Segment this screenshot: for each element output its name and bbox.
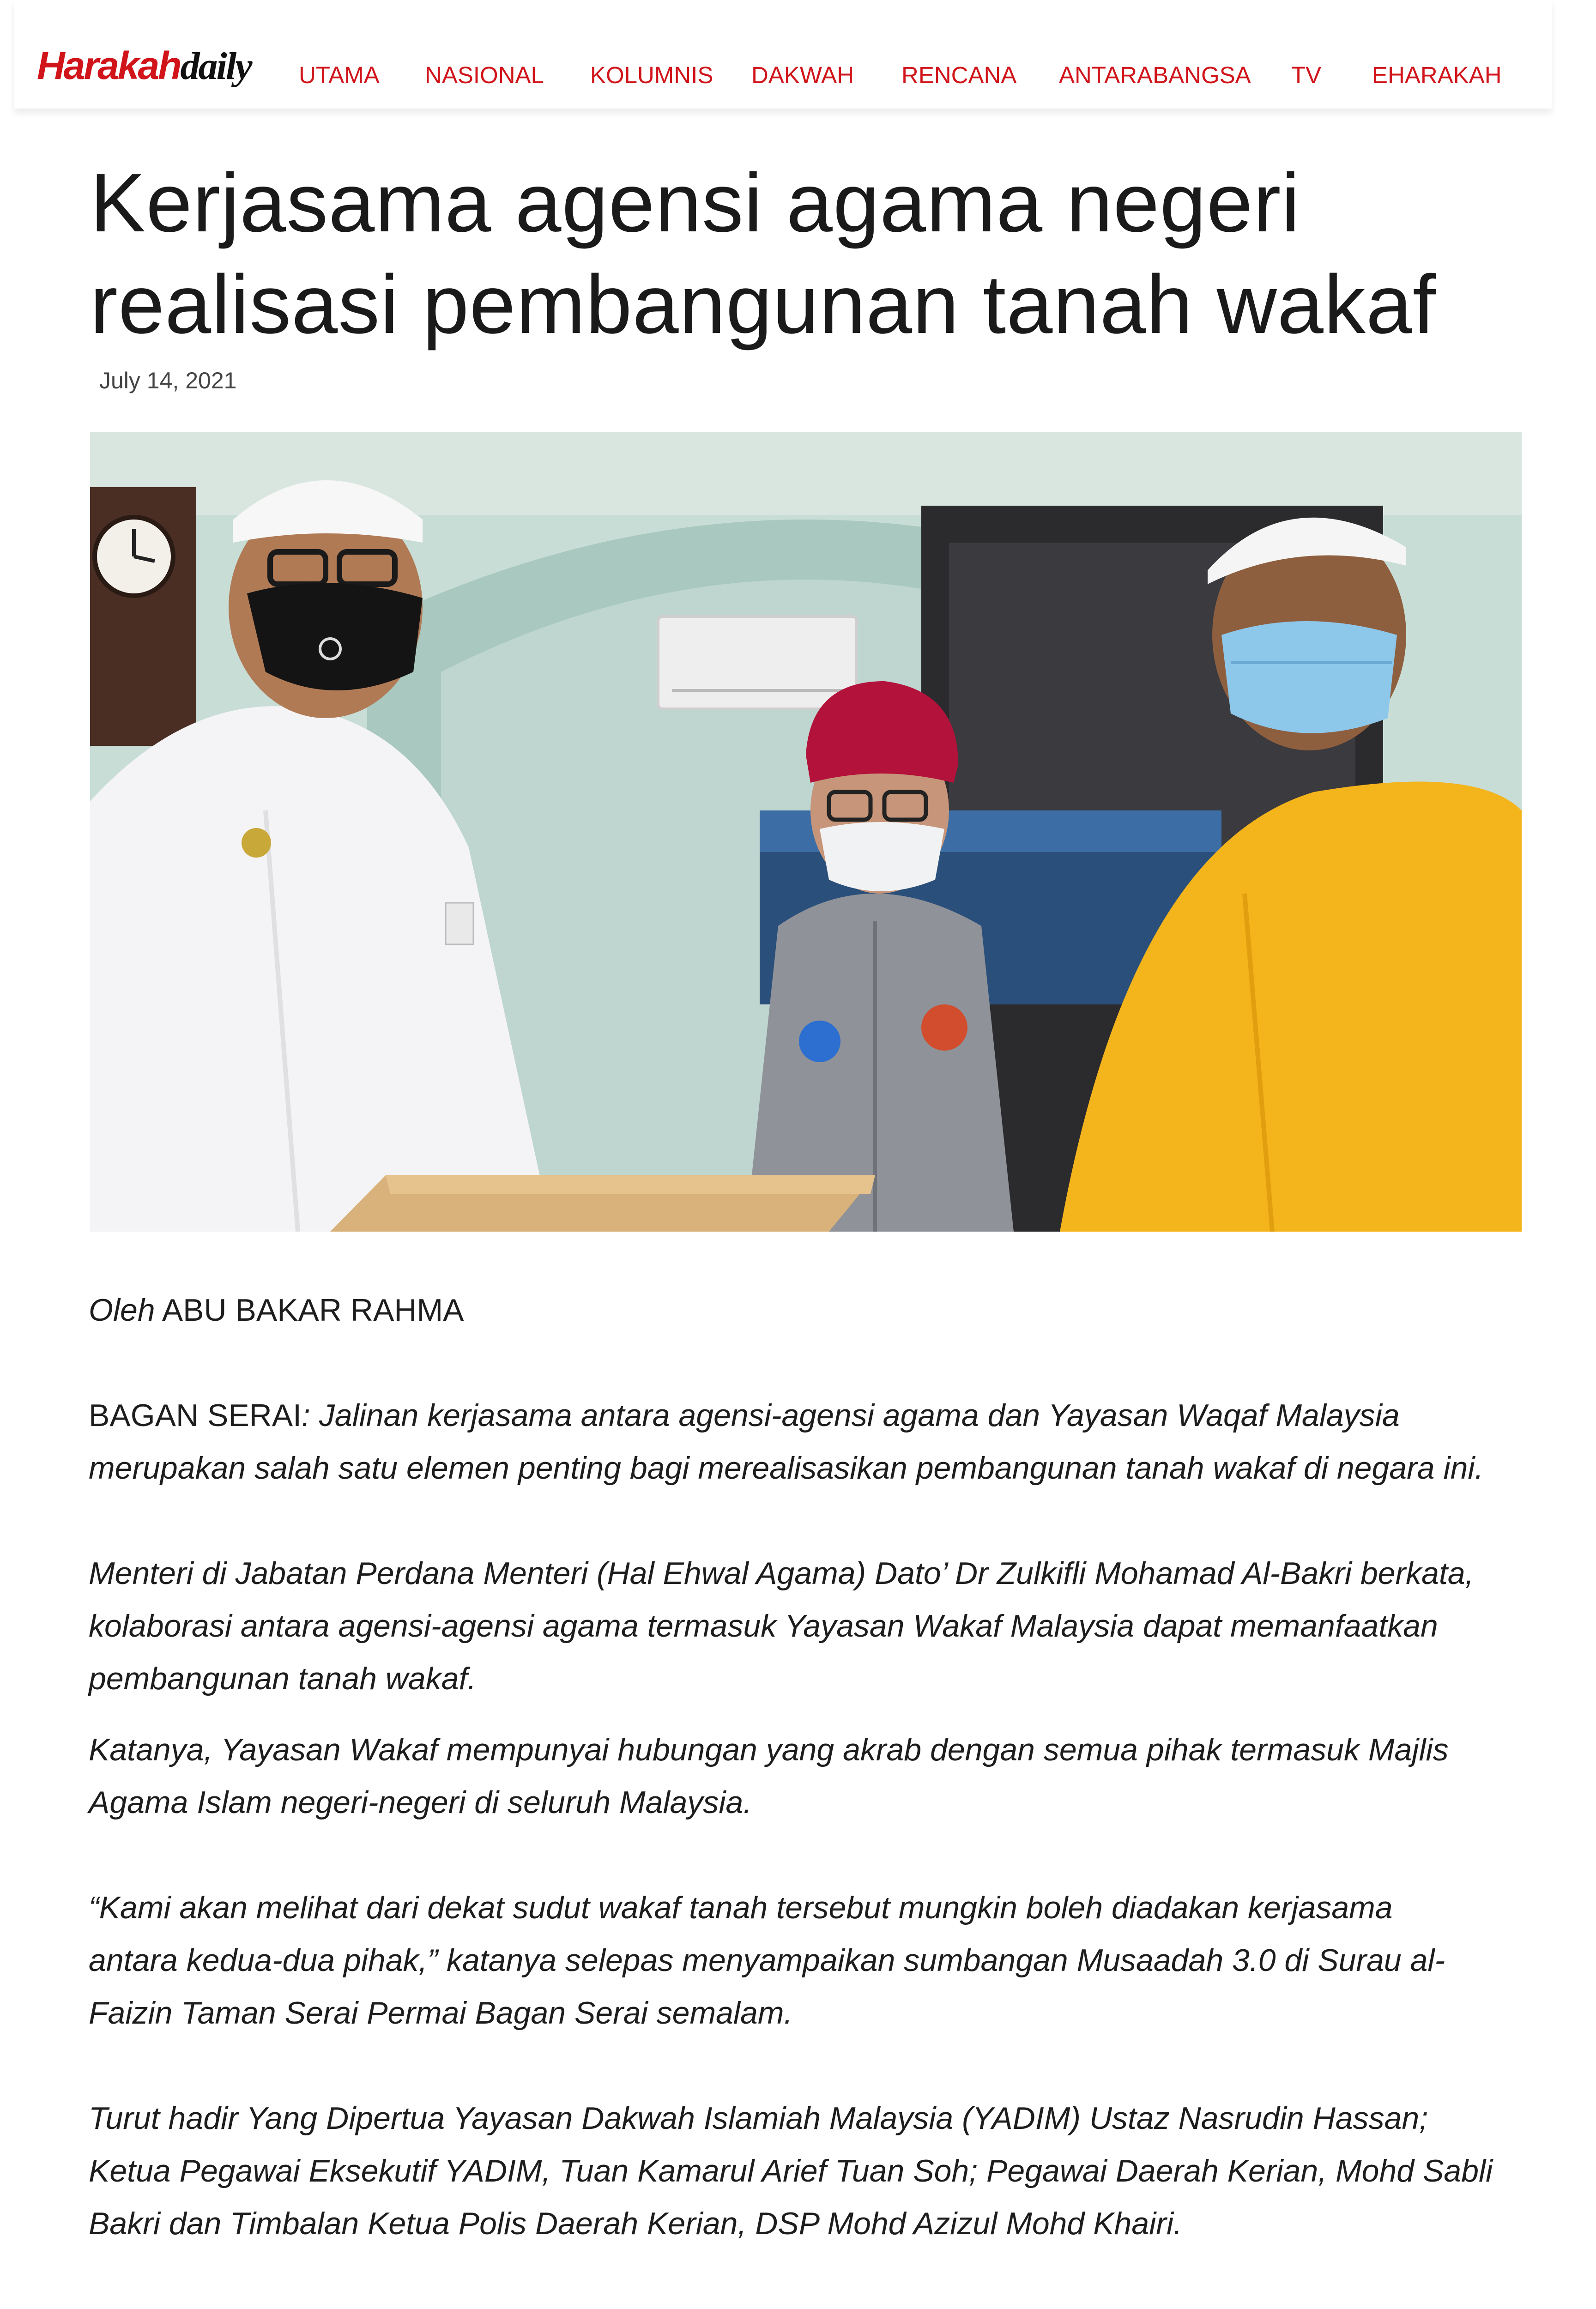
- nav-item-tv[interactable]: TV: [1291, 62, 1322, 88]
- paragraph-line: Katanya, Yayasan Wakaf mempunyai hubungan yang akrab dengan semua pihak termasuk Majlis: [89, 1732, 1449, 1767]
- byline-author: ABU BAKAR RAHMA: [162, 1293, 464, 1328]
- nav-item-rencana[interactable]: RENCANA: [901, 62, 1017, 88]
- paragraph: [89, 1881, 1530, 2039]
- byline-prefix: Oleh: [89, 1293, 155, 1328]
- paragraph: [89, 2092, 1530, 2250]
- lead-location: BAGAN SERAI: [89, 1398, 302, 1433]
- article-title: [90, 152, 1522, 356]
- article-title-line: realisasi pembangunan tanah wakaf: [90, 258, 1436, 351]
- paragraph-line: antara kedua-dua pihak,” katanya selepas menyampaikan sumbangan Musaadah 3.0 di Surau al-: [89, 1943, 1445, 1978]
- nav-item-eharakah[interactable]: EHARAKAH: [1372, 62, 1502, 88]
- nav-item-kolumnis[interactable]: KOLUMNIS: [590, 62, 713, 88]
- article-title-line: Kerjasama agensi agama negeri: [90, 157, 1300, 249]
- site-header: [14, 0, 1552, 109]
- paragraph-line: kolaborasi antara agensi-agensi agama termasuk Yayasan Wakaf Malaysia dapat memanfaatkan: [89, 1608, 1438, 1644]
- paragraph: [89, 2303, 1530, 2309]
- hero-photo-illustration: [90, 432, 1522, 1232]
- logo-wordmark: [37, 42, 251, 90]
- paragraph-line: merupakan salah satu elemen penting bagi merealisasikan pembangunan tanah wakaf di negara ini.: [89, 1451, 1484, 1486]
- paragraph-line: pembangunan tanah wakaf.: [89, 1661, 477, 1696]
- nav-item-nasional[interactable]: NASIONAL: [425, 62, 544, 88]
- paragraph-line: Bakri dan Timbalan Ketua Polis Daerah Kerian, DSP Mohd Azizul Mohd Khairi.: [89, 2206, 1182, 2241]
- nav-item-antarabangsa[interactable]: ANTARABANGSA: [1059, 62, 1251, 88]
- paragraph: [89, 1723, 1530, 1829]
- paragraph-line: Agama Islam negeri-negeri di seluruh Malaysia.: [89, 1785, 752, 1820]
- paragraph-line: : Jalinan kerjasama antara agensi-agensi agama dan Yayasan Waqaf Malaysia: [302, 1398, 1400, 1433]
- paragraph-line: “Kami akan melihat dari dekat sudut wakaf tanah tersebut mungkin boleh diadakan kerjasama: [89, 1890, 1393, 1925]
- paragraph-line: Ketua Pegawai Eksekutif YADIM, Tuan Kamarul Arief Tuan Soh; Pegawai Daerah Kerian, Mohd Sabli: [89, 2153, 1493, 2188]
- logo-main-text: Harakah: [37, 44, 181, 87]
- paragraph: [89, 1547, 1530, 1705]
- article-date: July 14, 2021: [99, 368, 237, 393]
- paragraph-line: Turut hadir Yang Dipertua Yayasan Dakwah Islamiah Malaysia (YADIM) Ustaz Nasrudin Hassan;: [89, 2101, 1428, 2136]
- nav-item-dakwah[interactable]: DAKWAH: [751, 62, 854, 88]
- lead-paragraph: [89, 1389, 1530, 1494]
- site-logo[interactable]: [37, 42, 251, 93]
- article-hero-image: [90, 432, 1522, 1232]
- paragraph-line: Faizin Taman Serai Permai Bagan Serai semalam.: [89, 1995, 793, 2031]
- article-body: [89, 1284, 1530, 2309]
- logo-sub-text: daily: [180, 45, 251, 88]
- nav-item-utama[interactable]: UTAMA: [299, 62, 380, 88]
- byline: [89, 1284, 1530, 1336]
- paragraph-line: Menteri di Jabatan Perdana Menteri (Hal Ehwal Agama) Dato’ Dr Zulkifli Mohamad Al-Bakri berkata,: [89, 1556, 1474, 1591]
